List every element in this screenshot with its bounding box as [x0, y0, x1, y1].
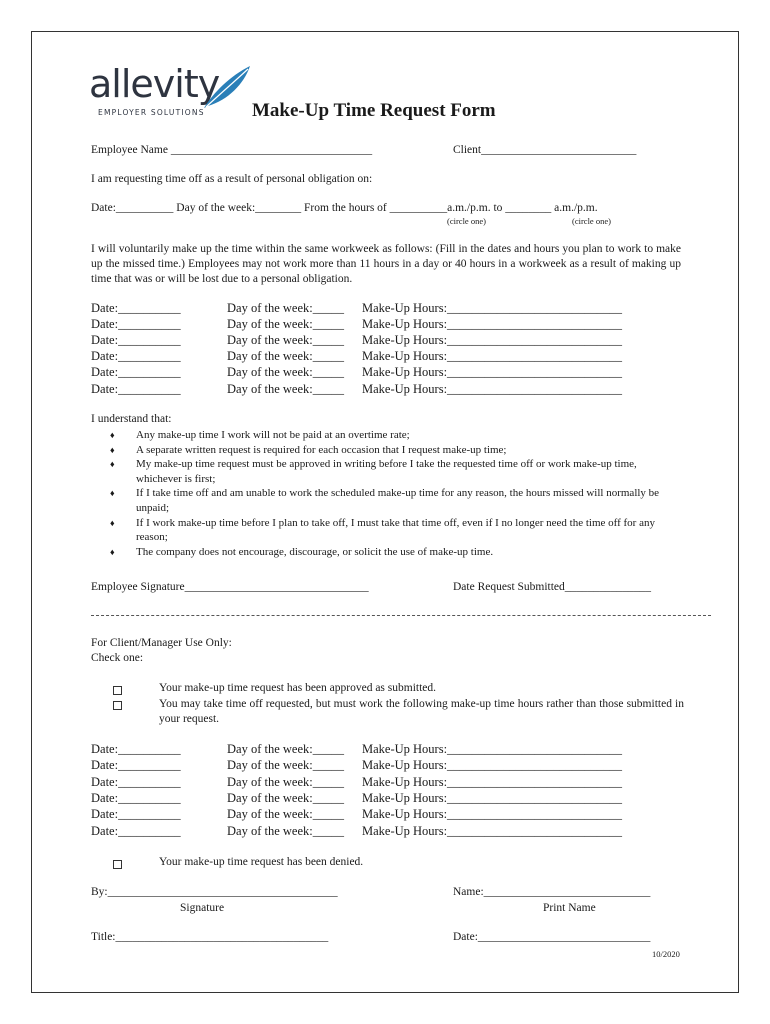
- modified-option-label: You may take time off requested, but must work the following make-up time hours rather than those submitted in your request.: [159, 698, 684, 725]
- makeup-hours-field[interactable]: Make-Up Hours:____________________________: [362, 775, 623, 789]
- diamond-bullet-icon: ♦: [110, 546, 115, 557]
- by-signature-field[interactable]: By:________________________________________: [91, 886, 338, 898]
- circle-one-note: (circle one): [572, 216, 611, 226]
- makeup-day-field[interactable]: Day of the week:_____: [227, 365, 344, 379]
- makeup-date-field[interactable]: Date:__________: [91, 333, 181, 347]
- makeup-date-field[interactable]: Date:__________: [91, 301, 181, 315]
- modified-checkbox[interactable]: [113, 701, 122, 710]
- makeup-hours-field[interactable]: Make-Up Hours:____________________________: [362, 758, 623, 772]
- section-divider: [91, 615, 711, 616]
- makeup-hours-field[interactable]: Make-Up Hours:____________________________: [362, 807, 623, 821]
- makeup-day-field[interactable]: Day of the week:_____: [227, 824, 344, 838]
- list-item: ♦ Any make-up time I work will not be paid at an overtime rate;: [110, 429, 410, 441]
- makeup-hours-field[interactable]: Make-Up Hours:____________________________: [362, 317, 623, 331]
- check-one-label: Check one:: [91, 652, 144, 664]
- makeup-hours-field[interactable]: Make-Up Hours:____________________________: [362, 791, 623, 805]
- diamond-bullet-icon: ♦: [110, 488, 115, 499]
- makeup-day-field[interactable]: Day of the week:_____: [227, 301, 344, 315]
- list-item: ♦ A separate written request is required for each occasion that I request make-up time;: [110, 443, 507, 456]
- leaf-logo-icon: [196, 62, 254, 112]
- list-item: ♦ If I take time off and am unable to work the scheduled make-up time for any reason, the hours missed will normally be unpaid;: [110, 487, 660, 514]
- revision-date: 10/2020: [652, 949, 680, 959]
- makeup-hours-field[interactable]: Make-Up Hours:____________________________: [362, 824, 623, 838]
- makeup-hours-field[interactable]: Make-Up Hours:____________________________: [362, 301, 623, 315]
- logo-tagline: EMPLOYER SOLUTIONS: [98, 108, 205, 117]
- diamond-bullet-icon: ♦: [110, 459, 115, 470]
- logo-wordmark: allevity: [89, 62, 220, 106]
- date-submitted-field[interactable]: Date Request Submitted_______________: [453, 581, 652, 593]
- diamond-bullet-icon: ♦: [110, 517, 115, 528]
- makeup-date-field[interactable]: Date:__________: [91, 791, 181, 805]
- makeup-hours-field[interactable]: Make-Up Hours:____________________________: [362, 333, 623, 347]
- print-name-caption: Print Name: [543, 902, 596, 914]
- form-title: Make-Up Time Request Form: [252, 100, 496, 121]
- denied-checkbox[interactable]: [113, 860, 122, 869]
- diamond-bullet-icon: ♦: [110, 430, 115, 440]
- makeup-day-field[interactable]: Day of the week:_____: [227, 791, 344, 805]
- makeup-day-field[interactable]: Day of the week:_____: [227, 807, 344, 821]
- makeup-day-field[interactable]: Day of the week:_____: [227, 382, 344, 396]
- makeup-date-field[interactable]: Date:__________: [91, 807, 181, 821]
- makeup-date-field[interactable]: Date:__________: [91, 382, 181, 396]
- makeup-date-field[interactable]: Date:__________: [91, 824, 181, 838]
- instructions-paragraph: I will voluntarily make up the time within the same workweek as follows: (Fill in the dates and hours you plan to work to make up the missed time.) Employees may not work more than 11 hours in a day or 40 hours in a workweek as a result of making up time that was or will be lost due to a personal obligation.: [91, 243, 681, 285]
- signature-caption: Signature: [180, 902, 225, 914]
- manager-date-field[interactable]: Date:______________________________: [453, 931, 651, 943]
- makeup-day-field[interactable]: Day of the week:_____: [227, 775, 344, 789]
- makeup-hours-field[interactable]: Make-Up Hours:____________________________: [362, 365, 623, 379]
- time-off-date-line[interactable]: Date:__________ Day of the week:________ From the hours of __________a.m./p.m. to ________ a.m./p.m.: [91, 202, 598, 214]
- makeup-date-field[interactable]: Date:__________: [91, 742, 181, 756]
- employee-signature-field[interactable]: Employee Signature________________________________: [91, 581, 369, 593]
- makeup-date-field[interactable]: Date:__________: [91, 317, 181, 331]
- employee-name-field[interactable]: Employee Name ___________________________________: [91, 144, 373, 156]
- understand-heading: I understand that:: [91, 413, 172, 425]
- print-name-field[interactable]: Name:_____________________________: [453, 886, 651, 898]
- makeup-day-field[interactable]: Day of the week:_____: [227, 758, 344, 772]
- makeup-date-field[interactable]: Date:__________: [91, 349, 181, 363]
- makeup-day-field[interactable]: Day of the week:_____: [227, 333, 344, 347]
- obligation-intro: I am requesting time off as a result of personal obligation on:: [91, 173, 373, 185]
- makeup-date-field[interactable]: Date:__________: [91, 775, 181, 789]
- makeup-day-field[interactable]: Day of the week:_____: [227, 317, 344, 331]
- makeup-hours-field[interactable]: Make-Up Hours:____________________________: [362, 382, 623, 396]
- list-item: ♦ The company does not encourage, discourage, or solicit the use of make-up time.: [110, 545, 494, 558]
- manager-heading: For Client/Manager Use Only:: [91, 637, 232, 649]
- denied-option-label: Your make-up time request has been denied.: [159, 856, 364, 868]
- circle-one-note: (circle one): [447, 216, 486, 226]
- client-field[interactable]: Client___________________________: [453, 144, 637, 156]
- list-item: ♦ My make-up time request must be approved in writing before I take the requested time off or work make-up time, whichever is first;: [110, 458, 637, 485]
- title-field[interactable]: Title:_____________________________________: [91, 931, 329, 943]
- makeup-hours-field[interactable]: Make-Up Hours:____________________________: [362, 742, 623, 756]
- makeup-day-field[interactable]: Day of the week:_____: [227, 742, 344, 756]
- approved-option-label: Your make-up time request has been approved as submitted.: [159, 682, 437, 694]
- makeup-hours-field[interactable]: Make-Up Hours:____________________________: [362, 349, 623, 363]
- makeup-day-field[interactable]: Day of the week:_____: [227, 349, 344, 363]
- understand-list: [110, 428, 684, 559]
- list-item: ♦ If I work make-up time before I plan to take off, I must take that time off, even if I no longer need the time off for any reason;: [110, 516, 655, 544]
- makeup-date-field[interactable]: Date:__________: [91, 758, 181, 772]
- makeup-date-field[interactable]: Date:__________: [91, 365, 181, 379]
- approved-checkbox[interactable]: [113, 686, 122, 695]
- diamond-bullet-icon: ♦: [110, 444, 115, 455]
